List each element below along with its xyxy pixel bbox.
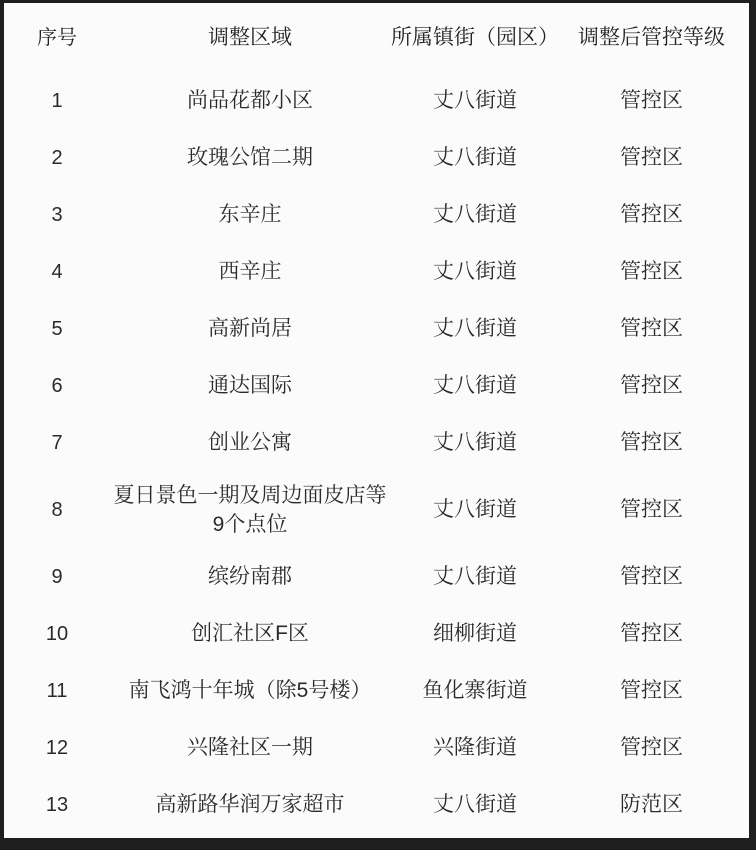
cell-level: 管控区	[620, 260, 683, 284]
cell-street: 丈八街道	[433, 793, 517, 817]
cell-area: 高新路华润万家超市	[155, 793, 345, 817]
header-serial-number: 序号	[37, 26, 77, 49]
cell-no: 9	[51, 566, 63, 588]
cell-level: 管控区	[620, 317, 683, 341]
cell-no: 7	[51, 432, 63, 454]
header-adjusted-area: 调整区域	[208, 25, 292, 49]
cell-no: 11	[46, 680, 68, 702]
document-page	[4, 3, 749, 838]
cell-street: 丈八街道	[433, 565, 517, 589]
cell-no: 13	[45, 794, 69, 816]
table-row	[4, 301, 749, 358]
cell-area: 兴隆社区一期	[187, 736, 313, 760]
cell-area: 尚品花都小区	[187, 89, 313, 113]
cell-no: 2	[51, 147, 63, 169]
cell-level: 管控区	[620, 622, 683, 646]
cell-level: 防范区	[620, 793, 683, 817]
cell-street: 丈八街道	[433, 317, 517, 341]
cell-street: 丈八街道	[433, 203, 517, 227]
cell-level: 管控区	[620, 498, 683, 522]
table-row	[4, 606, 749, 663]
table-row	[4, 549, 749, 606]
table-row	[4, 130, 749, 187]
cell-level: 管控区	[620, 89, 683, 113]
table-row	[4, 244, 749, 301]
cell-area: 东辛庄	[218, 203, 282, 227]
header-control-level: 调整后管控等级	[578, 25, 725, 49]
cell-street: 丈八街道	[433, 146, 517, 170]
cell-no: 3	[51, 204, 63, 226]
table-row	[4, 73, 749, 130]
table-row	[4, 663, 749, 720]
cell-street: 丈八街道	[433, 374, 517, 398]
cell-area: 创业公寓	[208, 431, 292, 455]
cell-street: 细柳街道	[433, 622, 517, 646]
table-row	[4, 187, 749, 244]
cell-level: 管控区	[620, 736, 683, 760]
cell-street: 兴隆街道	[433, 736, 517, 760]
cell-no: 4	[51, 261, 63, 283]
cell-no: 10	[45, 623, 69, 645]
cell-street: 丈八街道	[433, 431, 517, 455]
cell-area: 通达国际	[208, 374, 292, 398]
cell-level: 管控区	[620, 374, 683, 398]
cell-area: 玫瑰公馆二期	[187, 146, 313, 170]
cell-street: 丈八街道	[433, 260, 517, 284]
cell-level: 管控区	[620, 146, 683, 170]
cell-no: 6	[51, 375, 63, 397]
cell-level: 管控区	[620, 431, 683, 455]
cell-street: 鱼化寨街道	[422, 679, 528, 703]
cell-no: 1	[51, 90, 63, 112]
cell-no: 12	[45, 737, 69, 759]
cell-level: 管控区	[620, 203, 683, 227]
cell-level: 管控区	[620, 679, 683, 703]
table-header-row	[4, 3, 749, 73]
cell-no: 8	[51, 499, 63, 521]
table-body	[4, 73, 749, 834]
cell-area: 缤纷南郡	[208, 565, 292, 589]
header-town-street: 所属镇街（园区）	[391, 25, 559, 49]
cell-area: 高新尚居	[208, 317, 292, 341]
table-row	[4, 777, 749, 834]
table-row	[4, 415, 749, 472]
cell-area: 南飞鸿十年城（除5号楼）	[128, 679, 372, 703]
cell-area: 西辛庄	[218, 260, 282, 284]
cell-area: 夏日景色一期及周边面皮店等9个点位	[113, 484, 387, 536]
cell-no: 5	[51, 318, 63, 340]
cell-area: 创汇社区F区	[191, 622, 309, 646]
table-row	[4, 358, 749, 415]
cell-street: 丈八街道	[433, 498, 517, 522]
table-row	[4, 720, 749, 777]
cell-street: 丈八街道	[433, 89, 517, 113]
cell-level: 管控区	[620, 565, 683, 589]
table-row	[4, 472, 749, 549]
control-zone-table	[4, 3, 749, 838]
